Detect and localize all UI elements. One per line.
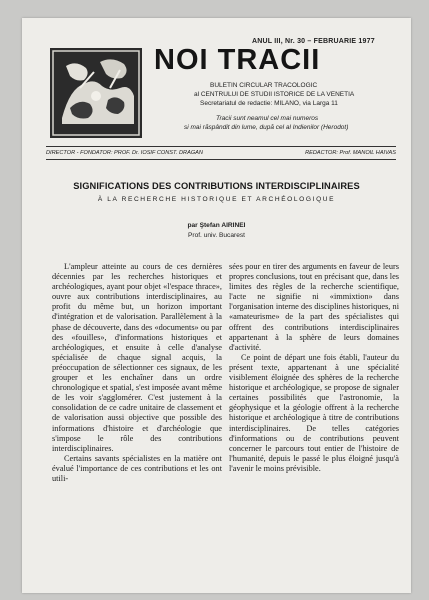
article-column-left [52,262,222,484]
header-rule-top [46,146,396,147]
article-author: par Ştefan AIRINEI [187,222,246,229]
motto-line-2: si mai răspândit din lume, după cel al Indienilor (Herodot) [184,124,349,131]
motto-line-1: Tracii sunt neamul cel mai numeros [216,115,319,122]
subtitle-line-3: Secretariatul de redactie: MILANO, via Larga 11 [200,100,338,107]
paragraph: Certains savants spécialistes en la matière ont évalué l'importance de ces contributions et les ont utili- [52,453,222,483]
editor-credit: REDACTOR: Prof. MANOIL HAIVAS [305,150,396,156]
issue-number: ANUL III, Nr. 30 – FEBRUARIE 1977 [252,38,375,45]
director-credit: DIRECTOR - FONDATOR: PROF. Dr. IOSIF CONST. DRAGAN [46,150,203,156]
credits-line [46,150,396,156]
relief-illustration [50,48,142,138]
subtitle-line-2: al CENTRULUI DE STUDII ISTORICE DE LA VENETIA [194,91,355,98]
publication-title: NOI TRACII [154,44,321,76]
paragraph: L'ampleur atteinte au cours de ces dernières décennies par les recherches historiques et archéologiques, ayant pour objet «l'espace thrace», ouvre aux contributions interdisciplinaires, au profit du même but, un horizon important d'intégration et de valorisation. Parallèlement à la phase de découverte, dans des «documents» ou par des «fouilles», d'informations historiques et archéologiques, et ensuite à celle d'analyse spécialisée de chaque signal acquis, la préoccupation de sélectionner ces signaux, de les grouper et les enchaîner dans un ordre chronologique et spatial, s'est imposée avant même de les voir s'agglomérer. C'est justement à la consolidation de ce cadre unitaire de classement et de valorisation aussi objective que possible des informations d'histoire et d'archéologie que s'impose le rôle des contributions interdisciplinaires. [52,262,222,453]
article-column-right [229,262,399,474]
thracian-relief-logo [50,48,142,138]
page-sheet [22,18,411,593]
header-rule-bottom [46,159,396,160]
subtitle-line-1: BULETIN CIRCULAR TRACOLOGIC [210,82,318,89]
paragraph: sées pour en tirer des arguments en faveur de leurs propres conclusions, tout en précisant que, dans les limites des règles de la recherche scientifique, l'acte ne signifie ni «immixtion» dans l'organisation interne des disciplines historiques, ni «amateurisme» de la part des spécialistes qui offrent des contributions interdisciplinaires appartenant à la sphère de leurs domaines d'activité. [229,262,399,352]
article-title: SIGNIFICATIONS DES CONTRIBUTIONS INTERDISCIPLINAIRES [73,181,360,191]
paragraph: Ce point de départ une fois établi, l'auteur du présent texte, appartenant à une spécialité visiblement éloignée des sphères de la recherche historique et archéologique, se propose de signaler certaines possibilités que l'astronomie, la géophysique et la géologie offrent à la recherche historique et archéologique à titre de contributions interdisciplinaires. De telles catégories d'informations ou de contributions peuvent concerner le parcours tout entier de l'histoire de l'humanité, depuis le passé le plus éloigné jusqu'à l'avenir le moins prévisible. [229,352,399,473]
article-subtitle: À LA RECHERCHE HISTORIQUE ET ARCHÉOLOGIQUE [97,196,336,203]
author-affiliation: Prof. univ. Bucarest [187,232,246,239]
